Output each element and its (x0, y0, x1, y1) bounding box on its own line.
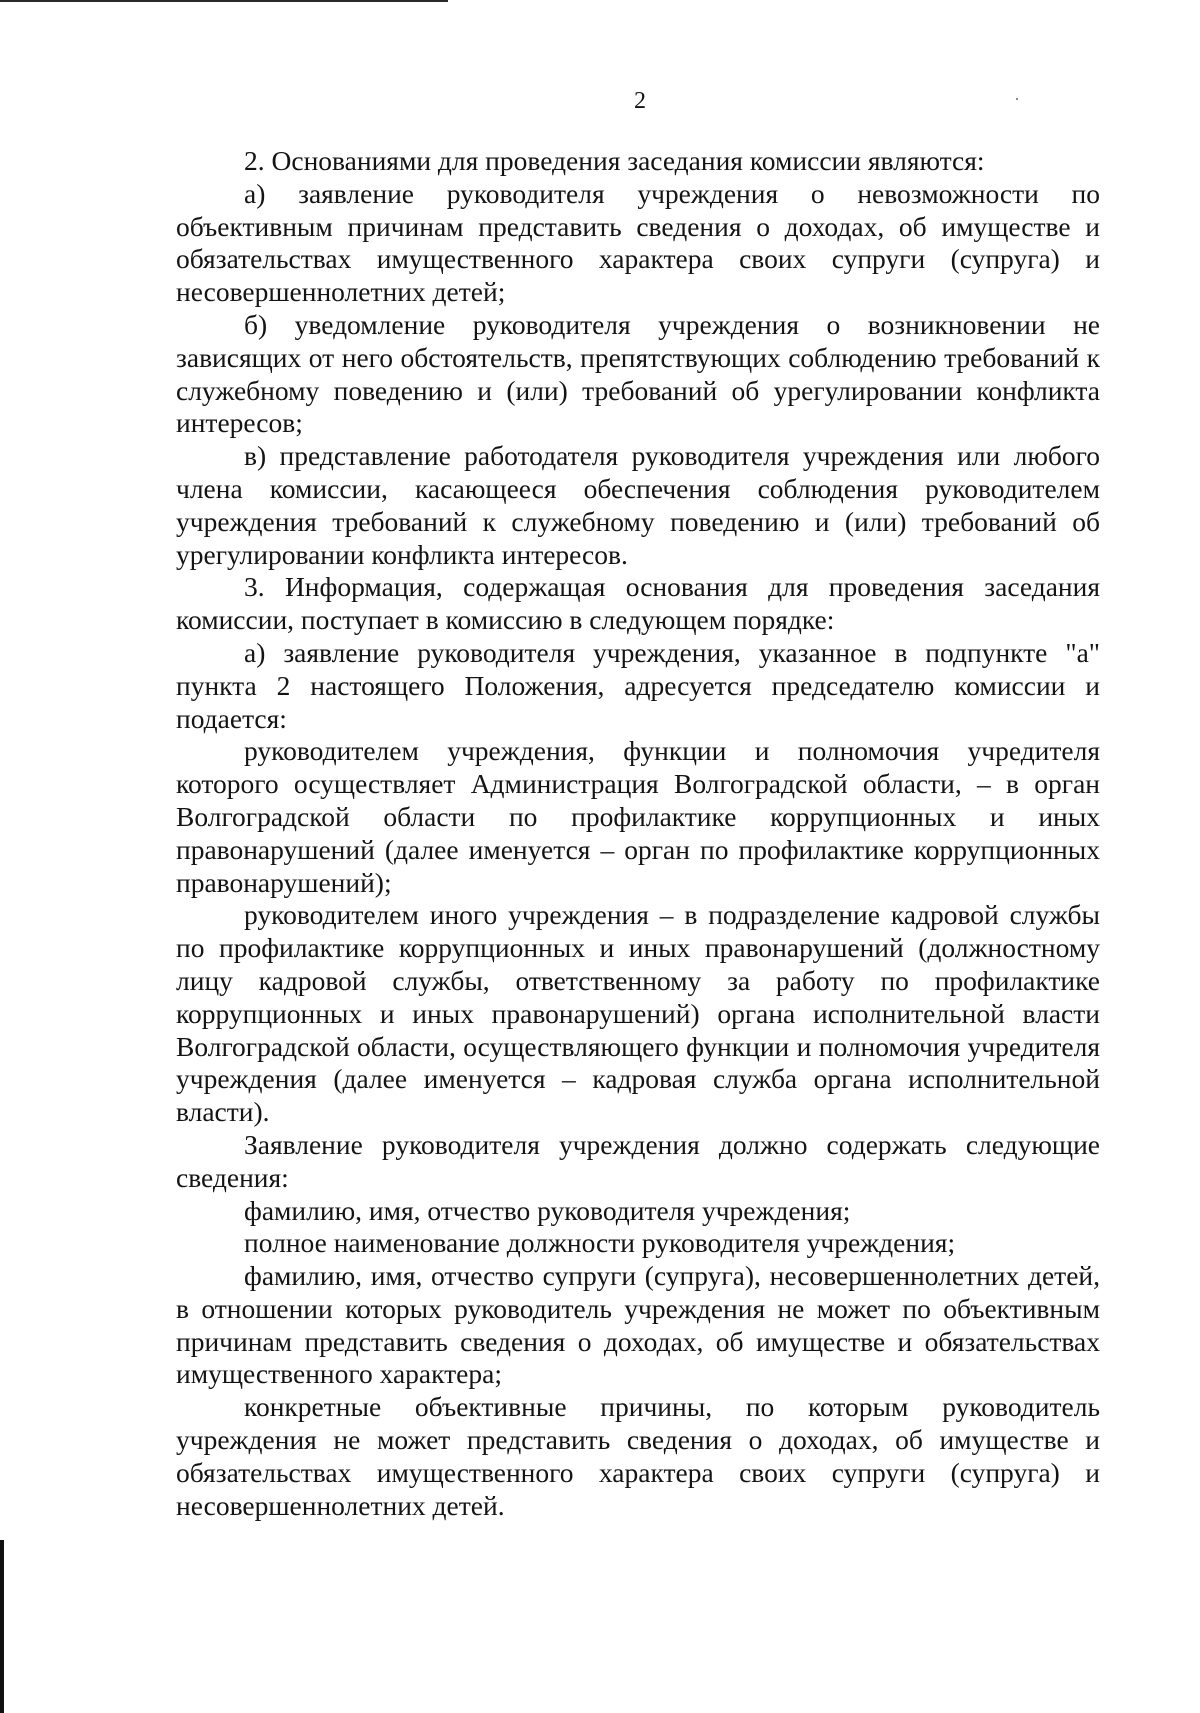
paragraph-ground-v: в) представление работодателя руководителя учреждения или любого члена комиссии, касающееся обеспечения соблюдения руководителем учреждения требований к служебному поведению и (или) требований об урегулировании конфликта интересов. (176, 440, 1100, 570)
paragraph-ground-b: б) уведомление руководителя учреждения о возникновении не зависящих от него обстоятельств, препятствующих соблюдению требований к служебному поведению и (или) требований об урегулировании конфликта интересов; (176, 308, 1100, 439)
paragraph-submission-administration: руководителем учреждения, функции и полномочия учредителя которого осуществляет Администрация Волгоградской области, – в орган Волгоградской области по профилактике коррупционных и иных правонарушений (далее именуется – орган по профилактике коррупционных правонарушений); (176, 735, 1100, 898)
paragraph-application-contents: Заявление руководителя учреждения должно содержать следующие сведения: (176, 1128, 1100, 1193)
paragraph-submission-other: руководителем иного учреждения – в подразделение кадровой службы по профилактике коррупционных и иных правонарушений (должностному лицу кадровой службы, ответственному за работу по профилактике коррупционных и иных правонарушений) органа исполнительной власти Волгоградской области, осуществляющего функции и полномочия учредителя учреждения (далее именуется – кадровая служба органа исполнительной власти). (176, 899, 1100, 1128)
scan-left-edge-bar (0, 1540, 4, 1713)
page-number: 2 (634, 88, 646, 114)
document-body (176, 145, 1100, 1522)
paragraph-information-order: 3. Информация, содержащая основания для проведения заседания комиссии, поступает в комиссию в следующем порядке: (176, 571, 1100, 636)
paragraph-ground-a: а) заявление руководителя учреждения о невозможности по объективным причинам представить сведения о доходах, об имуществе и обязательствах имущественного характера своих супруги (супруга) и несовершеннолетних детей; (176, 177, 1100, 308)
scan-top-edge-line (0, 0, 448, 2)
paragraph-grounds-heading: 2. Основаниями для проведения заседания комиссии являются: (244, 145, 985, 176)
paragraph-item-family: фамилию, имя, отчество супруги (супруга), несовершеннолетних детей, в отношении которых руководитель учреждения не может по объективным причинам представить сведения о доходах, об имуществе и обязательствах имущественного характера; (176, 1260, 1100, 1390)
paragraph-item-reasons: конкретные объективные причины, по которым руководитель учреждения не может представить сведения о доходах, об имуществе и обязательствах имущественного характера своих супруги (супруга) и несовершеннолетних детей. (176, 1391, 1100, 1521)
paragraph-application-a: а) заявление руководителя учреждения, указанное в подпункте "а" пункта 2 настоящего Положения, адресуется председателю комиссии и подается: (176, 636, 1100, 734)
paragraph-item-position: полное наименование должности руководителя учреждения; (244, 1227, 956, 1259)
paragraph-item-full-name: фамилию, имя, отчество руководителя учреждения; (244, 1194, 851, 1226)
